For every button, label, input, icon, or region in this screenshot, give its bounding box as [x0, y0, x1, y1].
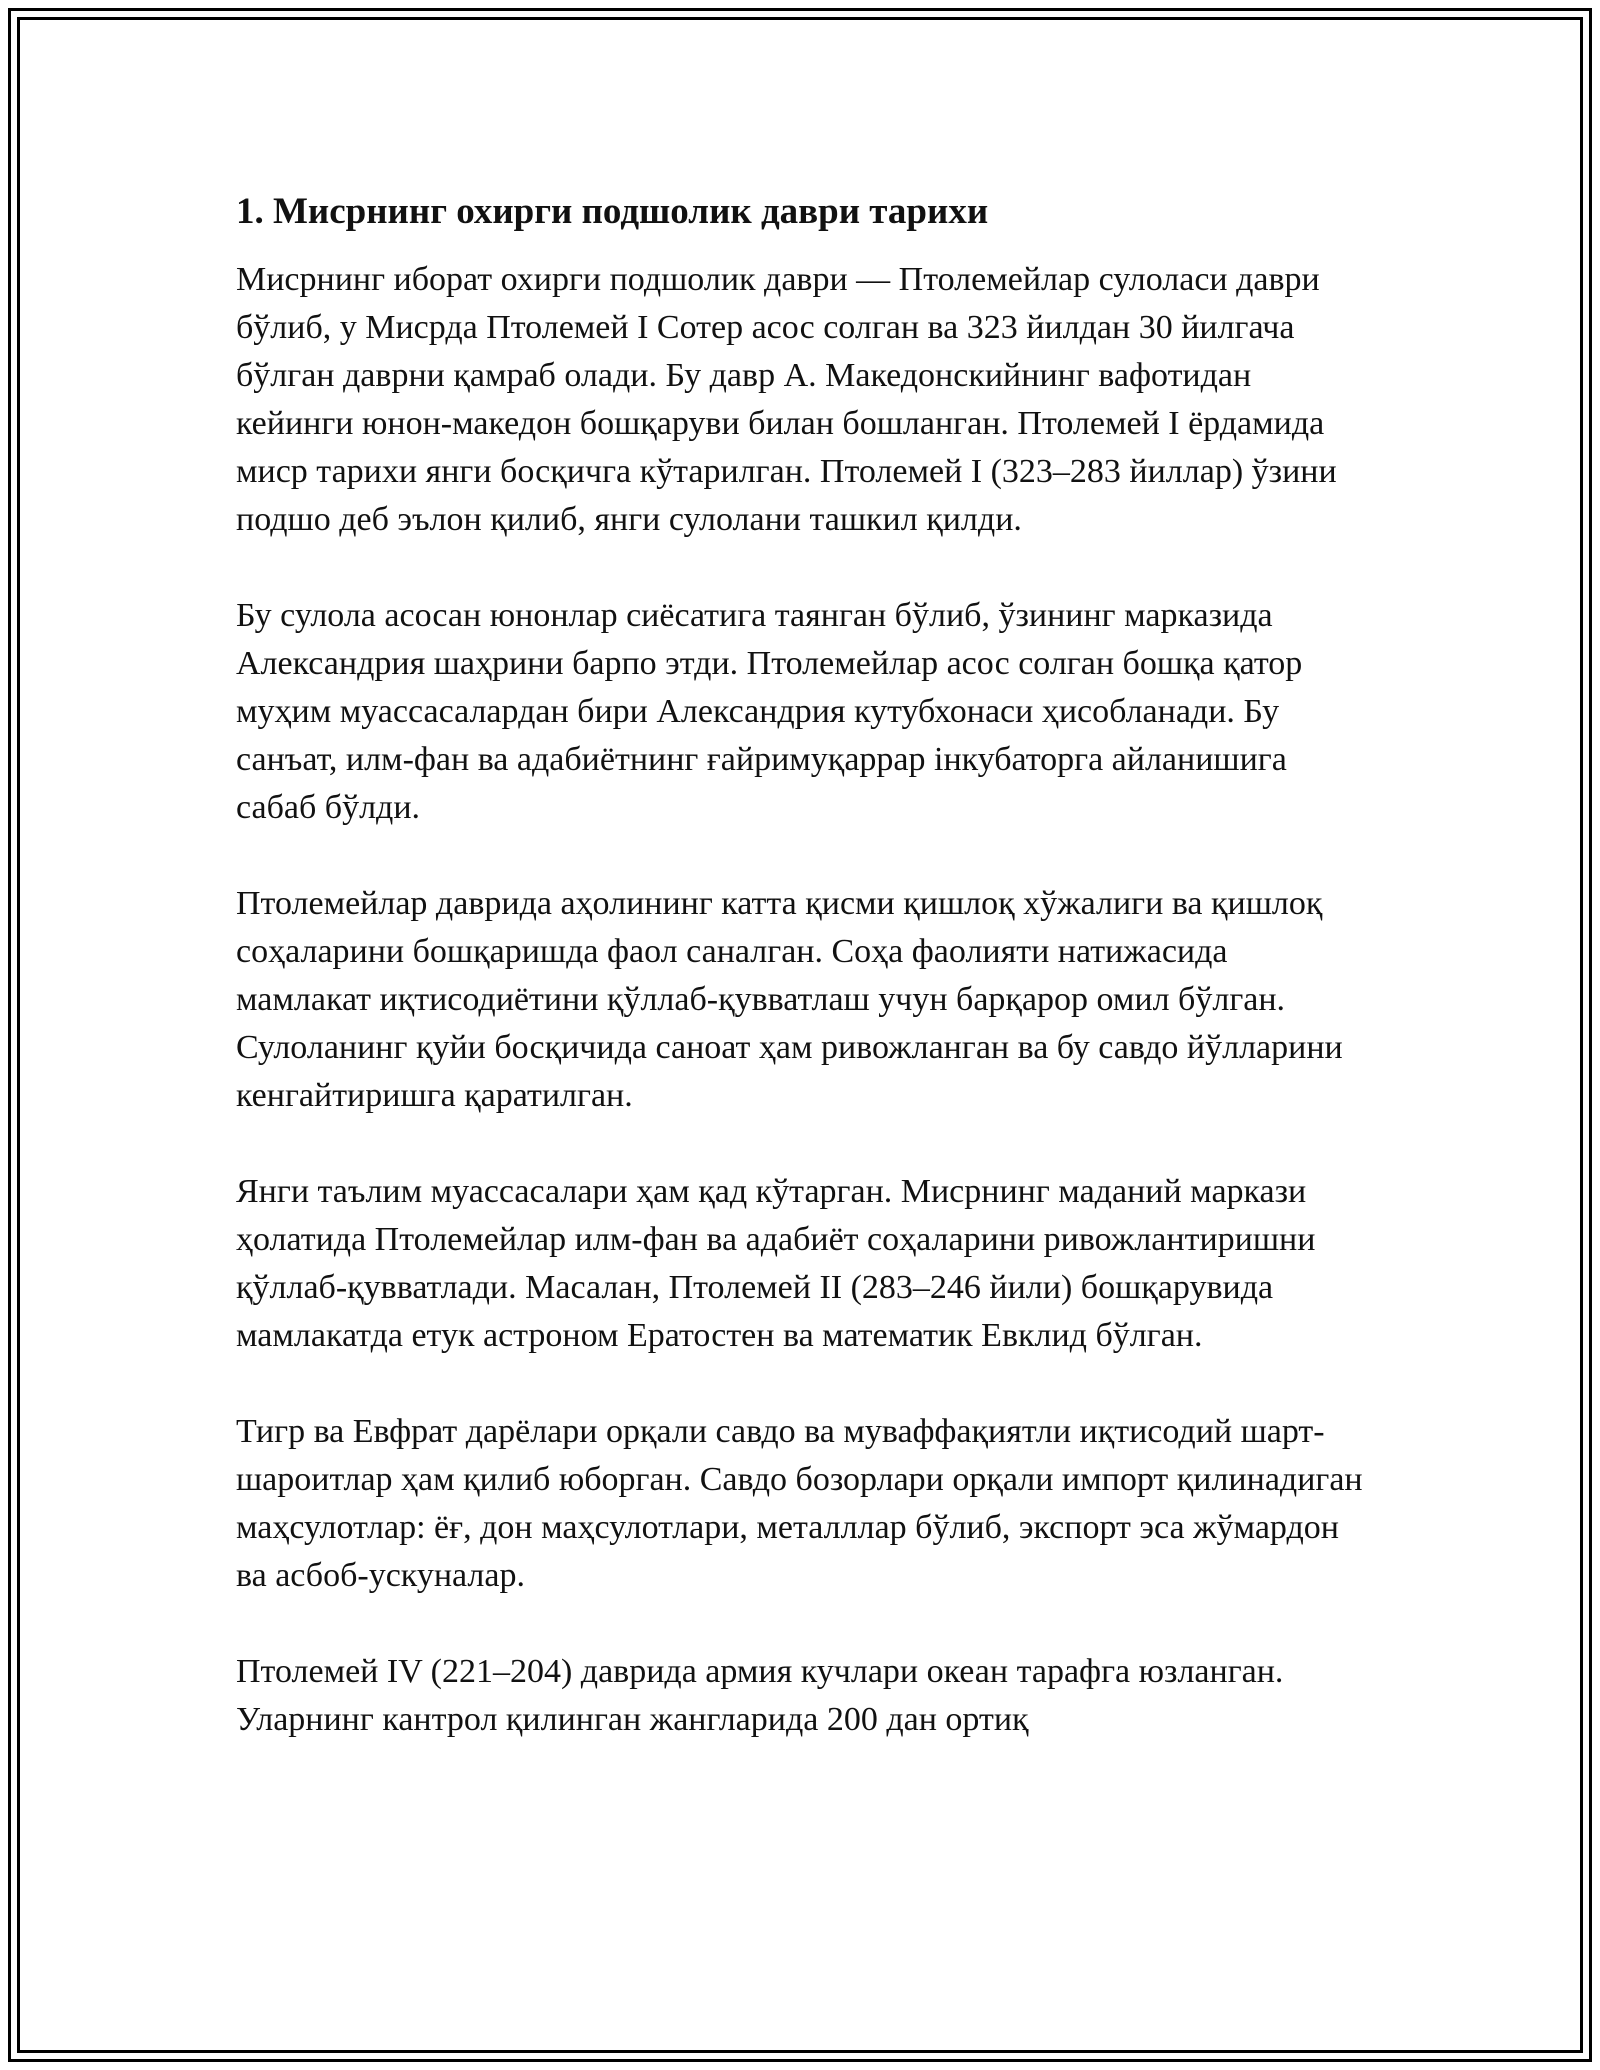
document-body: [236, 186, 1366, 1792]
paragraph-6: Птолемей IV (221–204) даврида армия кучлари океан тарафга юзланган. Уларнинг кантрол қилинган жангларида 200 дан ортиқ: [236, 1653, 1284, 1738]
paragraph-1: Мисрнинг иборат охирги подшолик даври — Птолемейлар сулоласи даври бўлиб, у Мисрда Птолемей I Сотер асос солган ва 323 йилдан 30 йилгача бўлган даврни қамраб олади. Бу давр А. Македонскийнинг вафотидан кейинги юнон-македон бошқаруви билан бошланган. Птолемей I ёрдамида миср тарихи янги босқичга кўтарилган. Птолемей I (323–283 йиллар) ўзини подшо деб эълон қилиб, янги сулолани ташкил қилди.: [236, 261, 1337, 538]
paragraph-5: Тигр ва Евфрат дарёлари орқали савдо ва муваффақиятли иқтисодий шарт-шароитлар ҳам қилиб юборган. Савдо бозорлари орқали импорт қилинадиган маҳсулотлар: ёғ, дон маҳсулотлари, металллар бўлиб, экспорт эса жўмардон ва асбоб-ускуналар.: [236, 1413, 1363, 1594]
paragraph-4: Янги таълим муассасалари ҳам қад кўтарган. Мисрнинг маданий маркази ҳолатида Птолемейлар илм-фан ва адабиёт соҳаларини ривожлантиришни қўллаб-қувватлади. Масалан, Птолемей II (283–246 йили) бошқарувида мамлакатда етук астроном Ератостен ва математик Евклид бўлган.: [236, 1173, 1316, 1354]
paragraph-3: Птолемейлар даврида аҳолининг катта қисми қишлоқ хўжалиги ва қишлоқ соҳаларини бошқаришда фаол саналган. Соҳа фаолияти натижасида мамлакат иқтисодиётини қўллаб-қувватлаш учун барқарор омил бўлган. Сулоланинг қуйи босқичида саноат ҳам ривожланган ва бу савдо йўлларини кенгайтиришга қаратилган.: [236, 885, 1343, 1114]
paragraph-2: Бу сулола асосан юнонлар сиёсатига таянган бўлиб, ўзининг марказида Александрия шаҳрини барпо этди. Птолемейлар асос солган бошқа қатор муҳим муассасалардан бири Александрия кутубхонаси ҳисобланади. Бу санъат, илм-фан ва адабиётнинг ғайримуқаррар інкубаторга айланишига сабаб бўлди.: [236, 597, 1303, 826]
document-heading: 1. Мисрнинг охирги подшолик даври тарихи: [236, 191, 989, 232]
